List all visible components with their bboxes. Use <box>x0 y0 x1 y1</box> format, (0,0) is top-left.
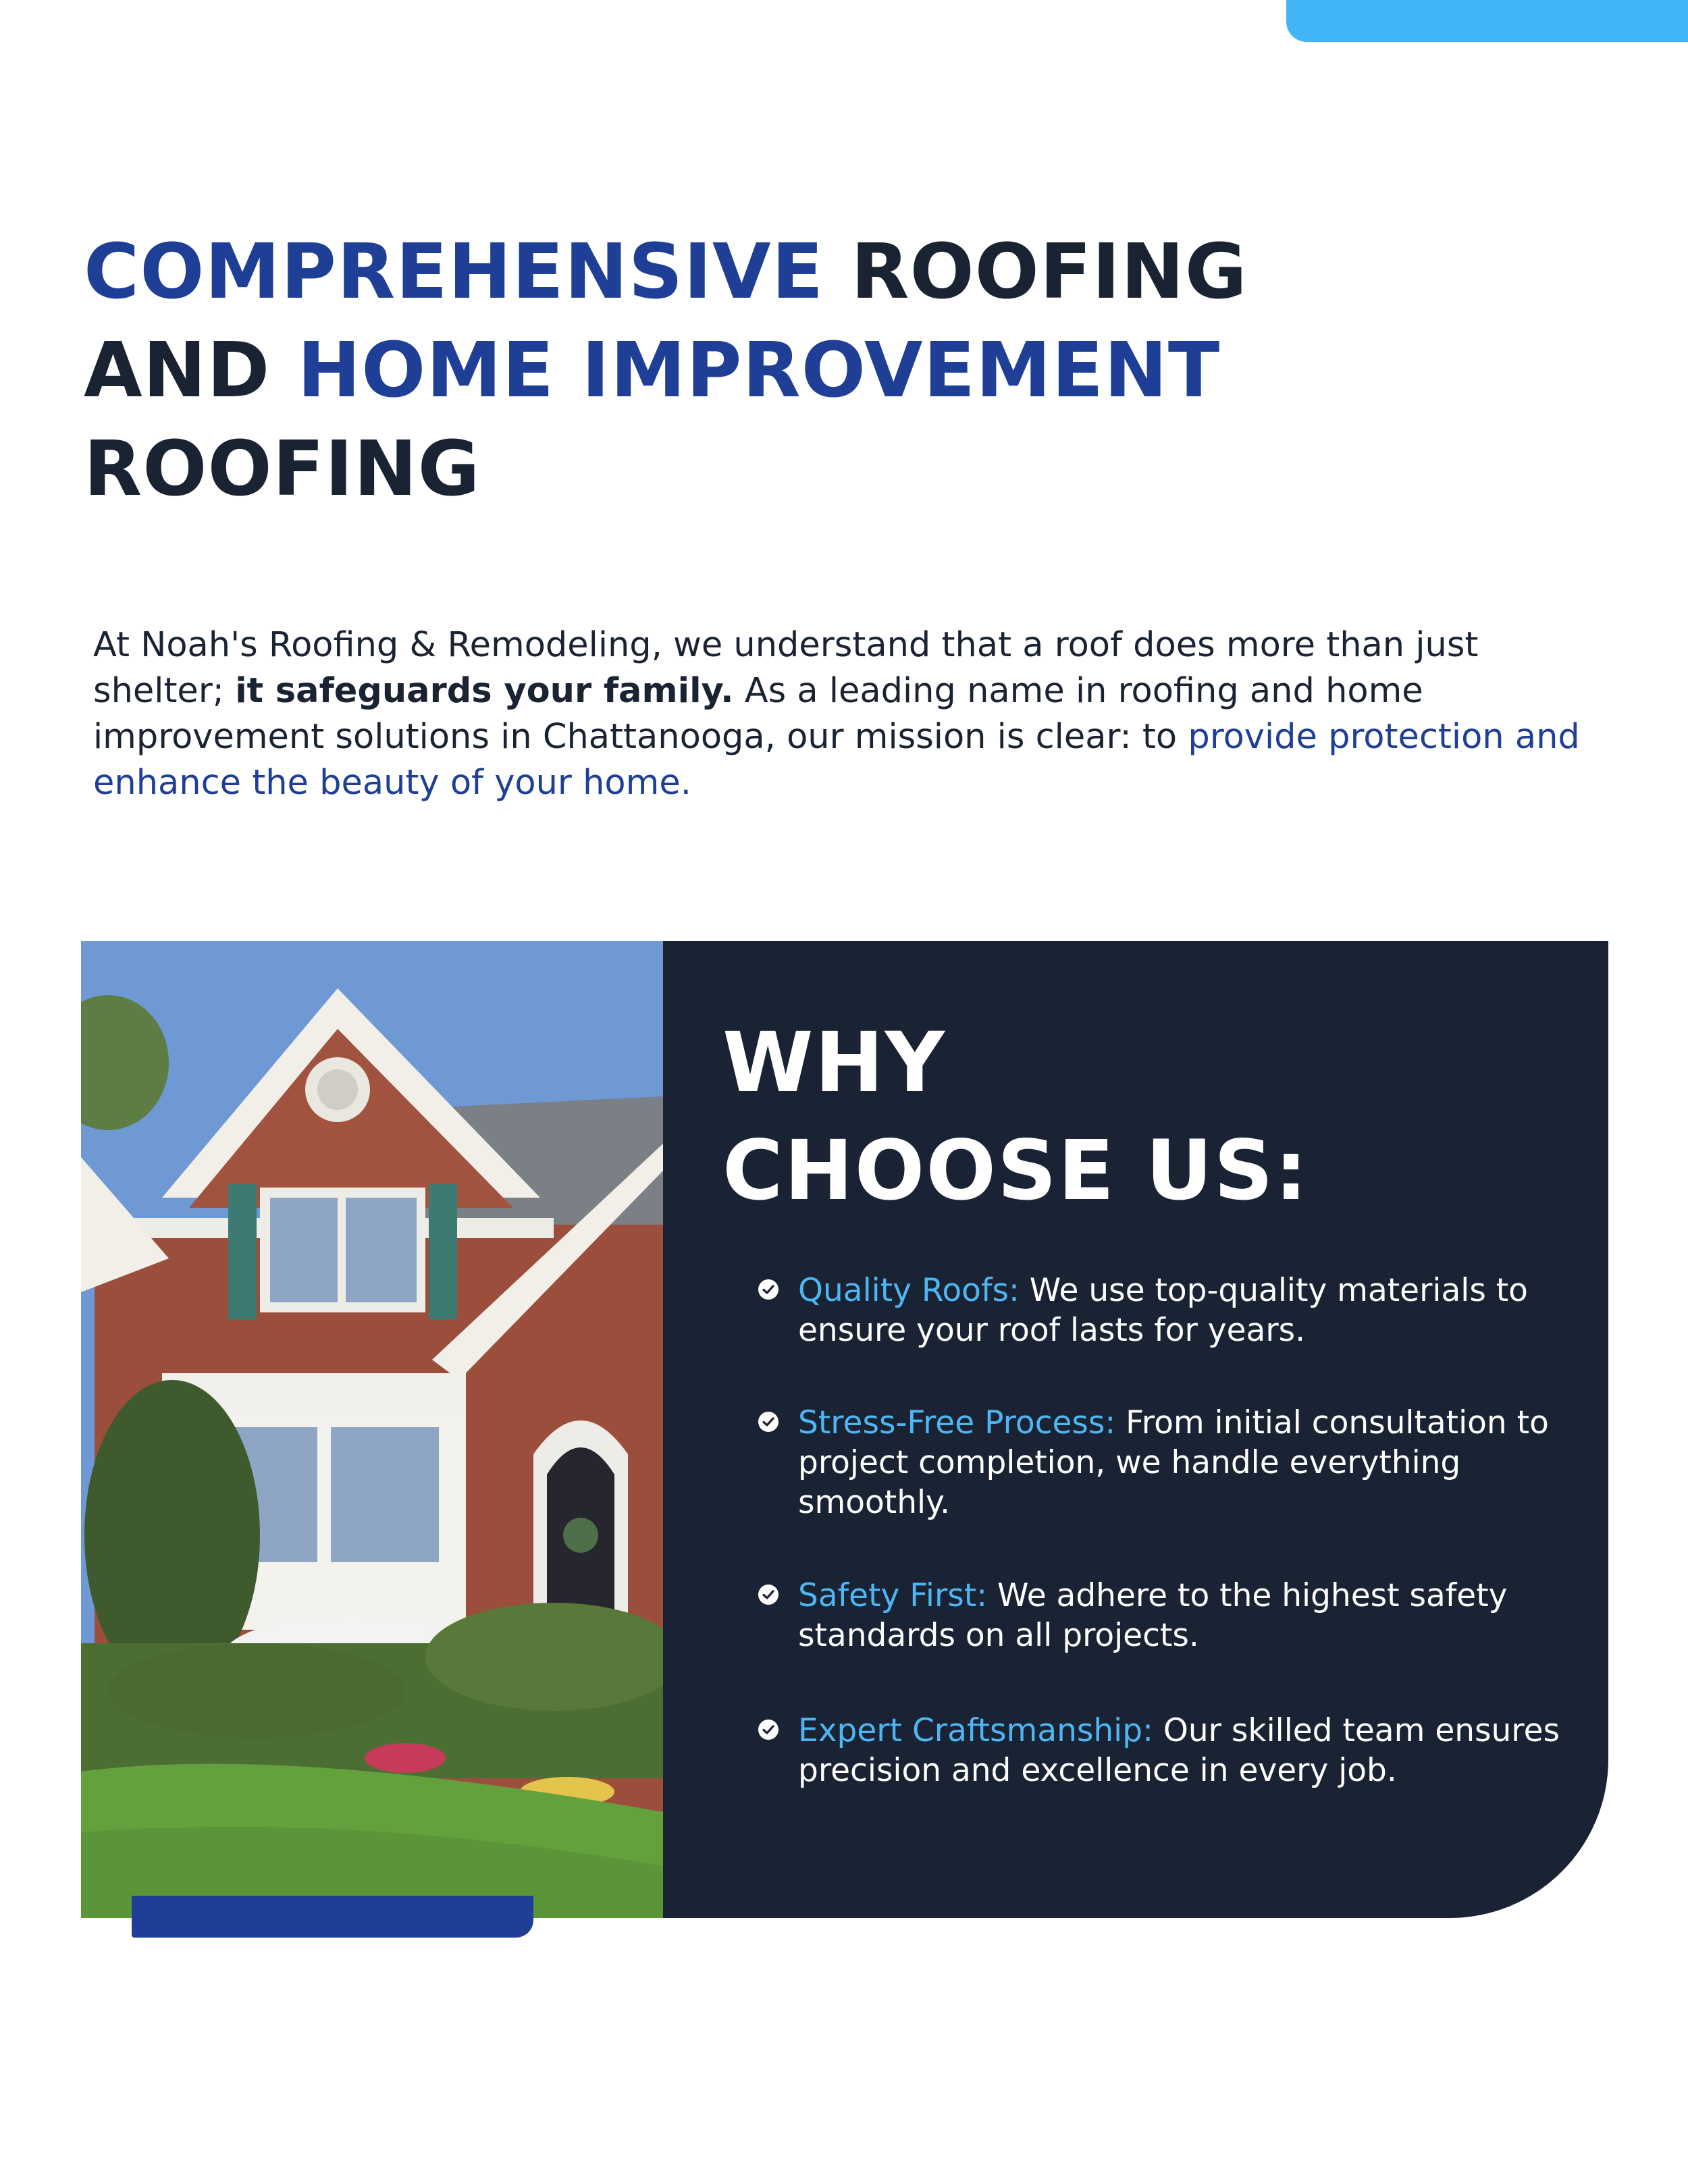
page-headline <box>84 223 1367 518</box>
benefit-label: Stress-Free Process: <box>798 1404 1116 1441</box>
headline-accent-1: COMPREHENSIVE <box>84 228 824 316</box>
benefit-text: From initial consultation to project completion, we handle everything smoothly. <box>798 1404 1549 1521</box>
benefit-text: We use top-quality materials to ensure your roof lasts for years. <box>798 1272 1528 1349</box>
bottom-accent-bar <box>132 1896 533 1938</box>
benefit-label: Quality Roofs: <box>798 1272 1020 1309</box>
headline-accent-2: HOME IMPROVEMENT <box>297 327 1221 415</box>
benefit-label: Expert Craftsmanship: <box>798 1712 1153 1749</box>
intro-paragraph <box>93 622 1619 806</box>
benefit-item <box>758 1711 1588 1790</box>
intro-text-2: As a leading name in roofing and home improvement solutions in Chattanooga, our mission is clear: to <box>93 671 1423 757</box>
benefit-text: Our skilled team ensures precision and excellence in every job. <box>798 1712 1560 1789</box>
why-title-line1: WHY <box>722 1015 947 1111</box>
intro-highlight: provide protection and enhance the beauty of your home. <box>93 717 1580 803</box>
benefit-label: Safety First: <box>798 1577 988 1614</box>
why-choose-panel <box>663 941 1608 1918</box>
check-circle-icon <box>758 1279 779 1300</box>
check-circle-icon <box>758 1411 779 1433</box>
benefit-text: We adhere to the highest safety standards on all projects. <box>798 1577 1508 1654</box>
benefit-item <box>758 1403 1588 1522</box>
why-choose-title <box>722 1009 1309 1225</box>
check-circle-icon <box>758 1584 779 1605</box>
intro-bold: it safeguards your family. <box>235 671 734 711</box>
check-circle-icon <box>758 1719 779 1740</box>
headline-text-2: AND <box>84 327 298 415</box>
intro-text-1: At Noah's Roofing & Remodeling, we understand that a roof does more than just shelter; <box>93 625 1479 711</box>
top-accent-tab <box>1286 0 1688 42</box>
house-photo <box>81 941 663 1918</box>
headline-text-1: ROOFING <box>824 228 1248 316</box>
benefit-item <box>758 1576 1588 1655</box>
headline-text-3: ROOFING <box>84 425 481 513</box>
benefit-item <box>758 1271 1588 1350</box>
why-title-line2: CHOOSE US: <box>722 1123 1309 1219</box>
